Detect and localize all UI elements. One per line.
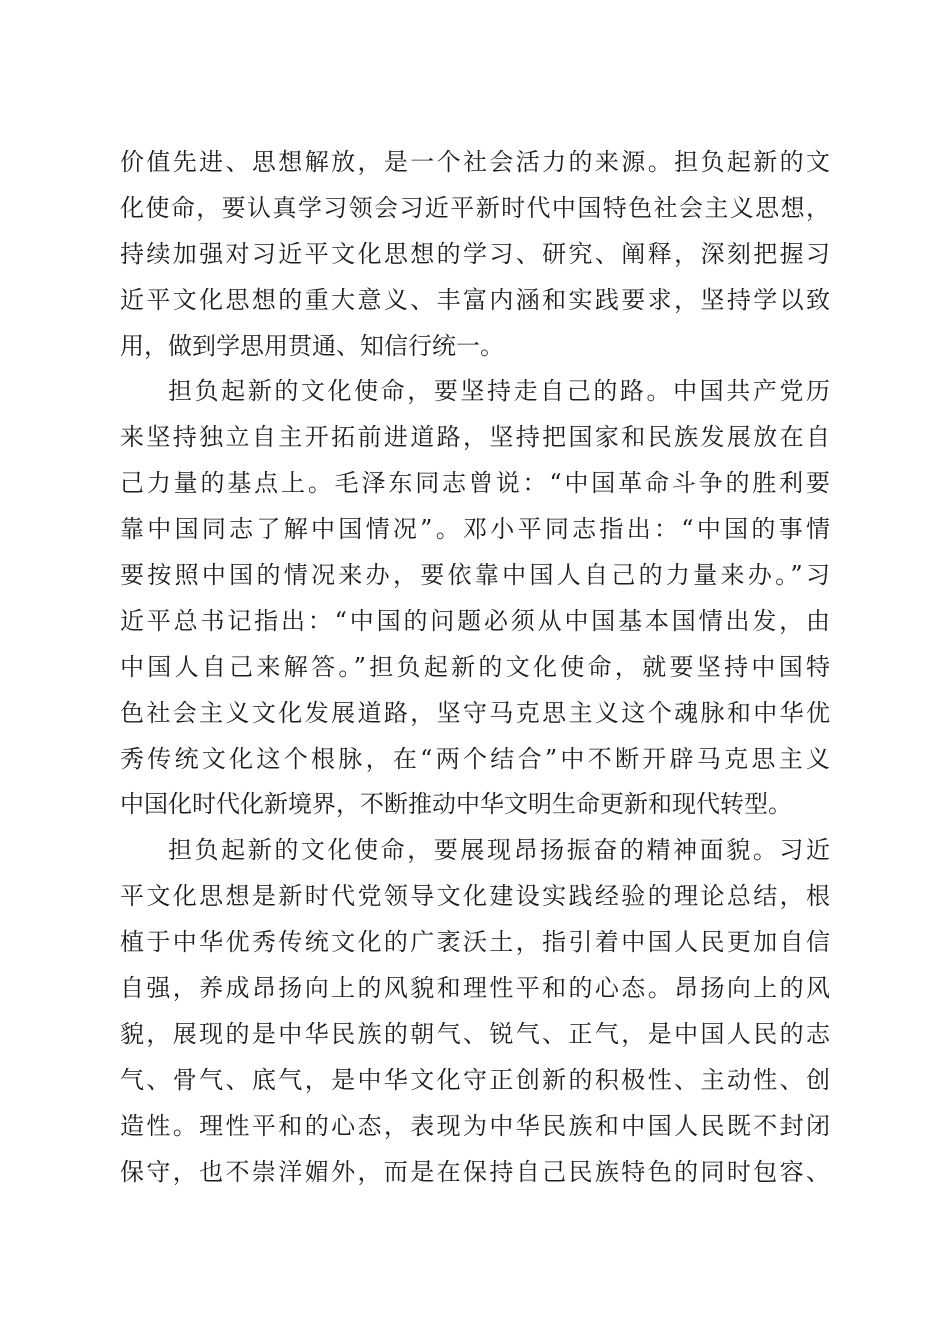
text-line: 价值先进、思想解放，是一个社会活力的来源。担负起新的文 xyxy=(120,148,830,176)
text-line: 来坚持独立自主开拓前进道路，坚持把国家和民族发展放在自 xyxy=(120,423,830,452)
text-line: 靠中国同志了解中国情况”。邓小平同志指出：“中国的事情 xyxy=(120,515,830,544)
text-line: 用，做到学思用贯通、知信行统一。 xyxy=(120,331,504,360)
text-line: 中国化时代化新境界，不断推动中华文明生命更新和现代转型。 xyxy=(120,790,792,819)
text-line: 平文化思想是新时代党领导文化建设实践经验的理论总结，根 xyxy=(120,882,830,911)
text-line: 持续加强对习近平文化思想的学习、研究、阐释，深刻把握习 xyxy=(120,239,830,268)
text-line: 色社会主义文化发展道路，坚守马克思主义这个魂脉和中华优 xyxy=(120,698,830,727)
text-line: 植于中华优秀传统文化的广袤沃土，指引着中国人民更加自信 xyxy=(120,928,830,957)
body-text xyxy=(120,140,830,1195)
text-line: 中国人自己来解答。”担负起新的文化使命，就要坚持中国特 xyxy=(120,652,830,681)
text-line: 造性。理性平和的心态，表现为中华民族和中国人民既不封闭 xyxy=(120,1111,830,1140)
text-line: 己力量的基点上。毛泽东同志曾说：“中国革命斗争的胜利要 xyxy=(120,469,830,498)
text-line: 气、骨气、底气，是中华文化守正创新的积极性、主动性、创 xyxy=(120,1065,830,1094)
text-line: 自强，养成昂扬向上的风貌和理性平和的心态。昂扬向上的风 xyxy=(120,974,830,1003)
text-line: 保守，也不崇洋媚外，而是在保持自己民族特色的同时包容、 xyxy=(120,1157,830,1186)
text-line: 貌，展现的是中华民族的朝气、锐气、正气，是中国人民的志 xyxy=(120,1019,830,1048)
text-line: 要按照中国的情况来办，要依靠中国人自己的力量来办。”习 xyxy=(120,561,830,590)
text-line: 担负起新的文化使命，要展现昂扬振奋的精神面貌。习近 xyxy=(168,836,830,865)
text-line: 担负起新的文化使命，要坚持走自己的路。中国共产党历 xyxy=(168,377,830,406)
text-line: 化使命，要认真学习领会习近平新时代中国特色社会主义思想， xyxy=(120,193,830,222)
text-line: 秀传统文化这个根脉，在“两个结合”中不断开辟马克思主义 xyxy=(120,744,830,773)
text-line: 近平文化思想的重大意义、丰富内涵和实践要求，坚持学以致 xyxy=(120,285,830,314)
text-line: 近平总书记指出：“中国的问题必须从中国基本国情出发，由 xyxy=(120,606,830,635)
